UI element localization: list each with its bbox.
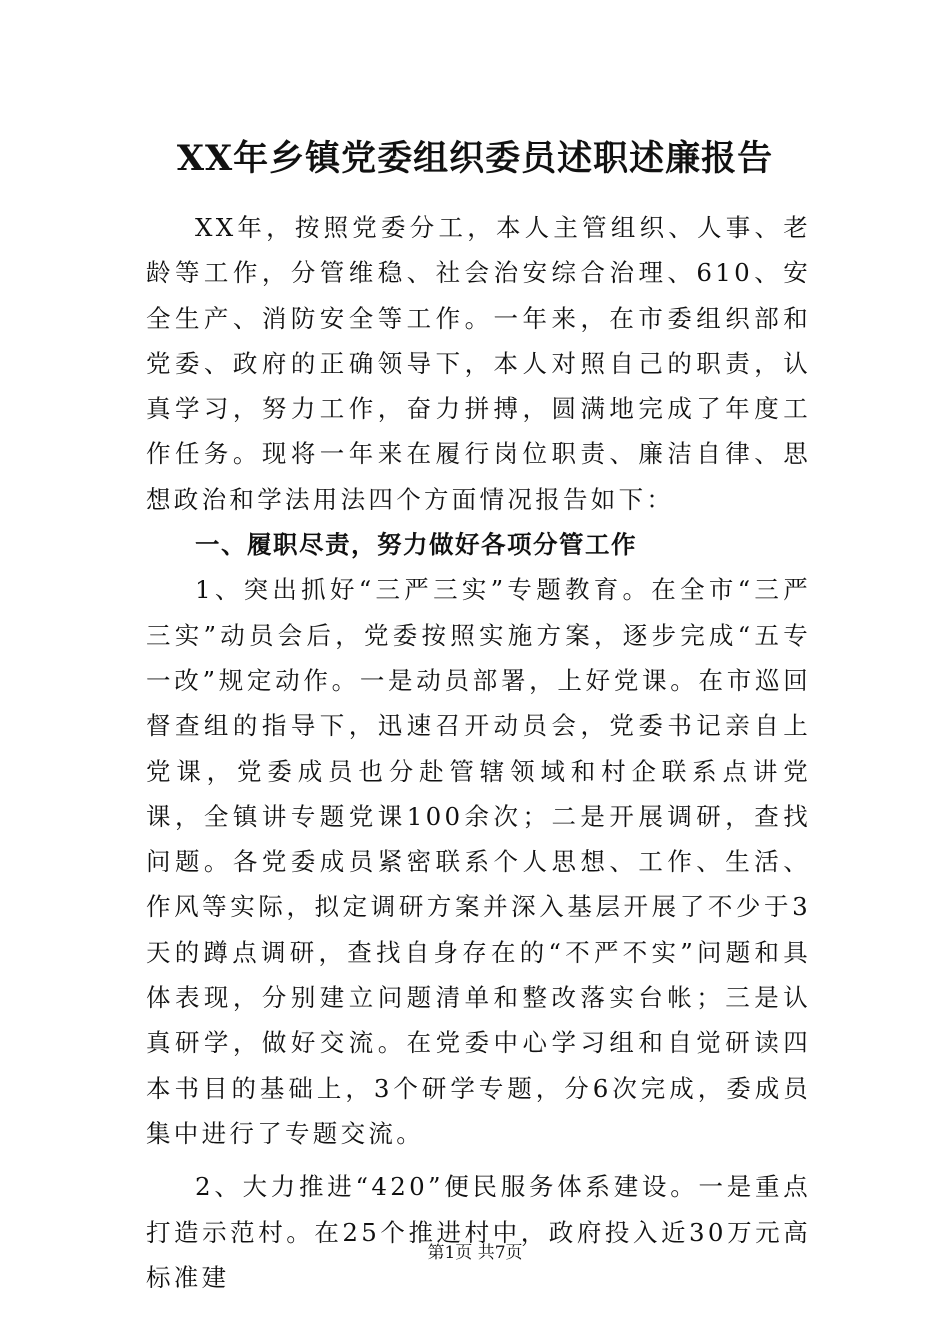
page-footer: 第1页 共7页 <box>427 1243 523 1263</box>
document-title: XX年乡镇党委组织委员述职述廉报告 <box>176 138 774 179</box>
section-heading: 一、履职尽责，努力做好各项分管工作 <box>195 530 637 560</box>
intro-paragraph: XX年，按照党委分工，本人主管组织、人事、老龄等工作，分管维稳、社会治安综合治理、610、安全生产、消防安全等工作。一年来，在市委组织部和党委、政府的正确领导下，本人对照自己的职责，认真学习，努力工作，奋力拼搏，圆满地完成了年度工作任务。现将一年来在履行岗位职责、廉洁自律、思想政治和学法用法四个方面情况报告如下： <box>146 213 811 514</box>
document-body <box>146 205 811 1300</box>
item-1-paragraph: 1、突出抓好“三严三实”专题教育。在全市“三严三实”动员会后，党委按照实施方案，逐步完成“五专一改”规定动作。一是动员部署，上好党课。在市巡回督查组的指导下，迅速召开动员会，党委书记亲自上党课，党委成员也分赴管辖领域和村企联系点讲党课，全镇讲专题党课100余次；二是开展调研，查找问题。各党委成员紧密联系个人思想、工作、生活、作风等实际，拟定调研方案并深入基层开展了不少于3天的蹲点调研，查找自身存在的“不严不实”问题和具体表现，分别建立问题清单和整改落实台帐；三是认真研学，做好交流。在党委中心学习组和自觉研读四本书目的基础上，3个研学专题，分6次完成，委成员集中进行了专题交流。 <box>146 575 811 1148</box>
item-2-paragraph: 2、大力推进“420”便民服务体系建设。一是重点打造示范村。在25个推进村中，政府投入近30万元高标准建 <box>146 1172 811 1292</box>
